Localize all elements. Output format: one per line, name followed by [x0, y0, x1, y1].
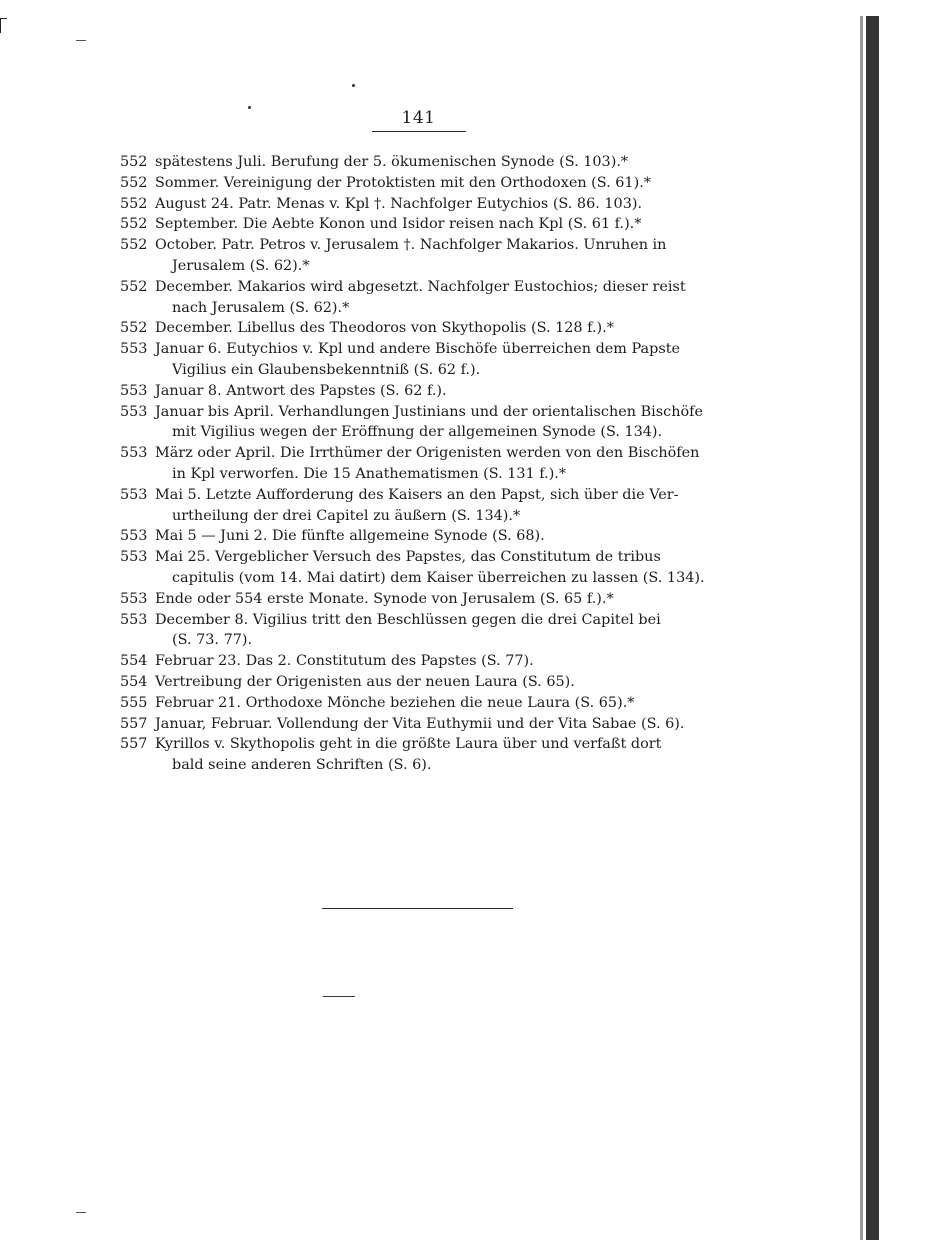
chronology-entry	[120, 173, 720, 194]
entry-continuation-line: capitulis (vom 14. Mai datirt) dem Kaiser überreichen zu lassen (S. 134).	[172, 569, 705, 586]
chronology-entry	[120, 214, 720, 235]
page-number: 141	[401, 108, 436, 128]
entry-line: Januar, Februar. Vollendung der Vita Euthymii und der Vita Sabae (S. 6).	[155, 715, 685, 732]
entry-continuation-line: bald seine anderen Schriften (S. 6).	[172, 757, 432, 774]
scan-edge-border	[866, 16, 879, 1240]
end-rule	[322, 908, 513, 909]
entry-year: 553	[120, 549, 148, 566]
entry-text	[155, 214, 720, 235]
entry-year: 557	[120, 715, 148, 732]
entry-text	[155, 173, 720, 194]
chronology-entry	[120, 714, 720, 735]
margin-tick-mark	[76, 1212, 86, 1213]
entry-year: 553	[120, 486, 148, 503]
entry-text	[155, 339, 720, 381]
entry-line: December 8. Vigilius tritt den Beschlüssen gegen die drei Capitel bei	[155, 611, 661, 628]
entry-text	[155, 443, 720, 485]
corner-crop-mark	[0, 18, 7, 33]
chronology-entry	[120, 734, 720, 776]
entry-text	[155, 714, 720, 735]
entry-text	[155, 277, 720, 319]
margin-tick-mark	[76, 40, 86, 41]
entry-year: 553	[120, 341, 148, 358]
entry-line: Kyrillos v. Skythopolis geht in die größte Laura über und verfaßt dort	[155, 736, 662, 753]
header-rule	[372, 131, 466, 132]
entry-text	[155, 402, 720, 444]
entry-year: 552	[120, 320, 148, 337]
entry-line: Mai 5. Letzte Aufforderung des Kaisers an den Papst, sich über die Ver-	[155, 486, 679, 503]
scan-edge-shadow	[860, 16, 863, 1240]
entry-year: 555	[120, 694, 148, 711]
speck-dot	[352, 84, 355, 87]
chronology-entry	[120, 526, 720, 547]
chronology-entry	[120, 194, 720, 215]
entry-continuation-line: in Kpl verworfen. Die 15 Anathematismen (S. 131 f.).*	[172, 465, 567, 482]
entry-text	[155, 194, 720, 215]
entry-line: spätestens Juli. Berufung der 5. ökumenischen Synode (S. 103).*	[155, 154, 629, 170]
entry-year: 554	[120, 673, 148, 690]
entry-line: October. Patr. Petros v. Jerusalem †. Nachfolger Makarios. Unruhen in	[155, 237, 667, 254]
entry-year: 552	[120, 216, 148, 233]
chronology-list	[120, 152, 720, 776]
chronology-entry	[120, 547, 720, 589]
entry-text	[155, 235, 720, 277]
chronology-entry	[120, 235, 720, 277]
chronology-entry	[120, 152, 720, 173]
entry-year: 553	[120, 382, 148, 399]
chronology-entry	[120, 381, 720, 402]
chronology-entry	[120, 589, 720, 610]
entry-line: August 24. Patr. Menas v. Kpl †. Nachfolger Eutychios (S. 86. 103).	[155, 195, 643, 212]
chronology-entry	[120, 485, 720, 527]
entry-year: 553	[120, 590, 148, 607]
entry-line: Vertreibung der Origenisten aus der neuen Laura (S. 65).	[155, 673, 575, 690]
chronology-entry	[120, 443, 720, 485]
entry-line: December. Libellus des Theodoros von Skythopolis (S. 128 f.).*	[155, 320, 614, 337]
entry-line: Januar 6. Eutychios v. Kpl und andere Bischöfe überreichen dem Papste	[155, 341, 681, 358]
entry-line: September. Die Aebte Konon und Isidor reisen nach Kpl (S. 61 f.).*	[155, 216, 642, 233]
entry-text	[155, 610, 720, 652]
entry-text	[155, 526, 720, 547]
entry-line: Sommer. Vereinigung der Protoktisten mit den Orthodoxen (S. 61).*	[155, 174, 651, 191]
chronology-entry	[120, 672, 720, 693]
entry-continuation-line: (S. 73. 77).	[172, 632, 253, 649]
entry-line: December. Makarios wird abgesetzt. Nachfolger Eustochios; dieser reist	[155, 278, 686, 295]
entry-year: 553	[120, 445, 148, 462]
entry-text	[155, 589, 720, 610]
entry-continuation-line: Jerusalem (S. 62).*	[172, 257, 310, 274]
chronology-entry	[120, 693, 720, 714]
entry-year: 553	[120, 528, 148, 545]
entry-text	[155, 485, 720, 527]
entry-text	[155, 672, 720, 693]
chronology-entry	[120, 610, 720, 652]
small-rule	[323, 996, 355, 997]
entry-line: Februar 21. Orthodoxe Mönche beziehen die neue Laura (S. 65).*	[155, 694, 635, 711]
entry-line: März oder April. Die Irrthümer der Origenisten werden von den Bischöfen	[155, 445, 700, 462]
chronology-entry	[120, 402, 720, 444]
entry-continuation-line: Vigilius ein Glaubensbekenntniß (S. 62 f.).	[172, 361, 481, 378]
entry-text	[155, 318, 720, 339]
entry-year: 553	[120, 403, 148, 420]
entry-year: 552	[120, 278, 148, 295]
entry-line: Januar bis April. Verhandlungen Justinians und der orientalischen Bischöfe	[155, 403, 703, 420]
entry-line: Mai 5 — Juni 2. Die fünfte allgemeine Synode (S. 68).	[155, 528, 545, 545]
chronology-entry	[120, 339, 720, 381]
entry-line: Ende oder 554 erste Monate. Synode von Jerusalem (S. 65 f.).*	[155, 590, 614, 607]
entry-line: Mai 25. Vergeblicher Versuch des Papstes, das Constitutum de tribus	[155, 549, 661, 566]
chronology-entry	[120, 318, 720, 339]
chronology-entry	[120, 651, 720, 672]
entry-line: Februar 23. Das 2. Constitutum des Papstes (S. 77).	[155, 653, 534, 670]
entry-year: 557	[120, 736, 148, 753]
entry-text	[155, 734, 720, 776]
entry-text	[155, 381, 720, 402]
entry-text	[155, 693, 720, 714]
entry-year: 554	[120, 653, 148, 670]
entry-continuation-line: urtheilung der drei Capitel zu äußern (S. 134).*	[172, 507, 521, 524]
entry-year: 552	[120, 195, 148, 212]
entry-text	[155, 152, 720, 173]
entry-text	[155, 547, 720, 589]
entry-year: 553	[120, 611, 148, 628]
entry-continuation-line: mit Vigilius wegen der Eröffnung der allgemeinen Synode (S. 134).	[172, 424, 663, 441]
entry-year: 552	[120, 154, 148, 170]
entry-text	[155, 651, 720, 672]
entry-year: 552	[120, 174, 148, 191]
entry-year: 552	[120, 237, 148, 254]
entry-line: Januar 8. Antwort des Papstes (S. 62 f.).	[155, 382, 447, 399]
entry-continuation-line: nach Jerusalem (S. 62).*	[172, 299, 350, 316]
chronology-entry	[120, 277, 720, 319]
